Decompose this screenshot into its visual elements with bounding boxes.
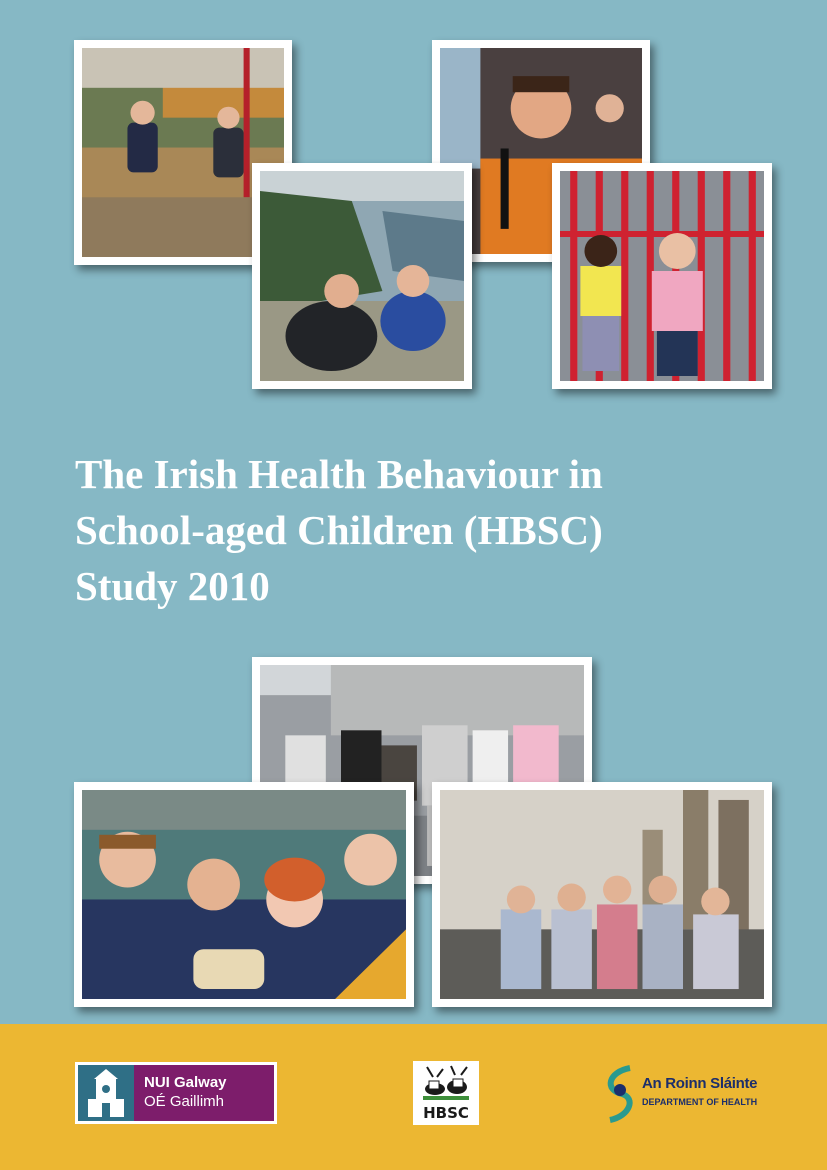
- nui-galway-logo: [75, 1062, 277, 1124]
- photo-cliffs: [252, 163, 472, 389]
- hbsc-logo-label: HBSC: [423, 1104, 469, 1122]
- photo-school-children: [74, 782, 414, 1007]
- title-line-1: The Irish Health Behaviour in: [75, 451, 603, 497]
- photo-playground-railings: [552, 163, 772, 389]
- doh-swirl-icon: [600, 1062, 640, 1124]
- photo-teenage-girls: [432, 782, 772, 1007]
- nui-logo-line2: OÉ Gaillimh: [144, 1093, 225, 1110]
- nui-logo-text: [134, 1065, 274, 1121]
- hbsc-figures-icon: [413, 1063, 479, 1103]
- document-title: [75, 446, 775, 614]
- doh-logo-name: An Roinn Sláinte: [642, 1075, 758, 1092]
- department-of-health-logo: [600, 1062, 790, 1126]
- nui-logo-line1: NUI Galway: [144, 1074, 227, 1091]
- hbsc-logo: [413, 1061, 479, 1125]
- title-line-2: School-aged Children (HBSC): [75, 507, 603, 553]
- title-line-3: Study 2010: [75, 563, 270, 609]
- doh-logo-subtitle: DEPARTMENT OF HEALTH: [642, 1097, 758, 1107]
- nui-tower-icon: [78, 1065, 134, 1121]
